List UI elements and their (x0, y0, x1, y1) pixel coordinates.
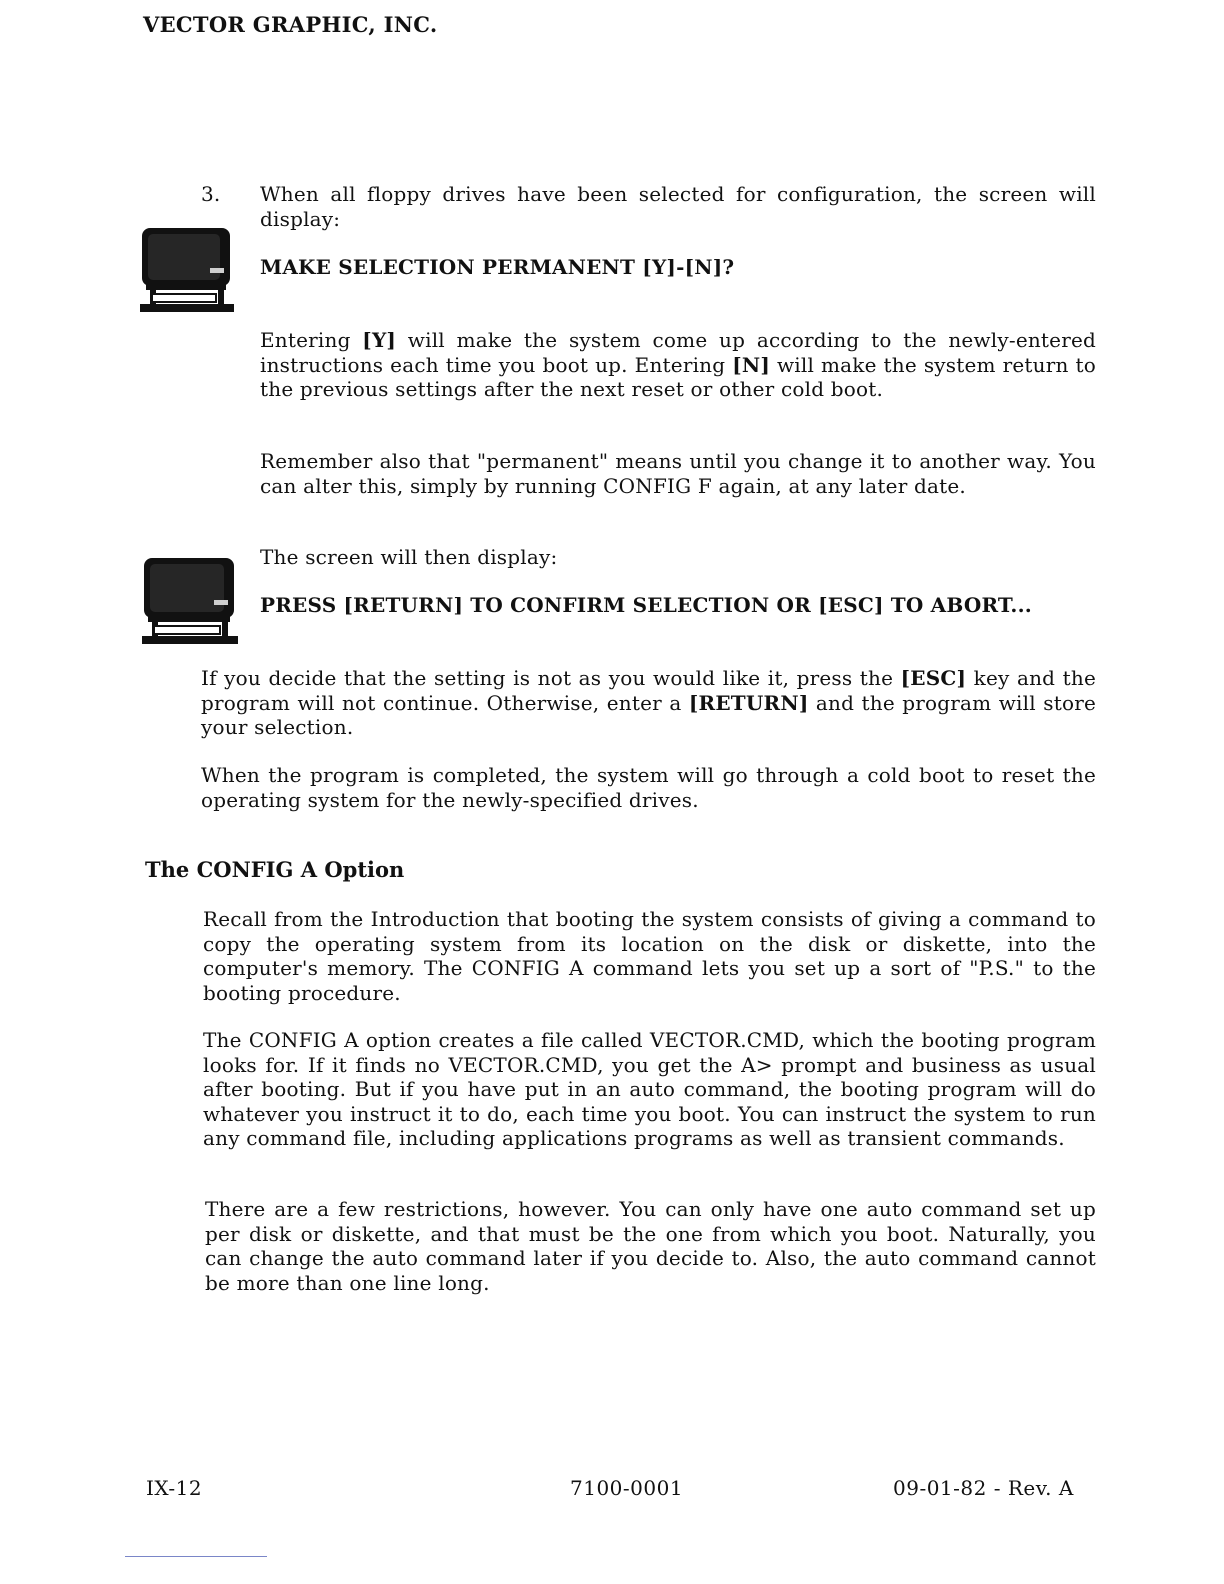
paragraph-restrictions: There are a few restrictions, however. You can only have one auto command set up per disk or diskette, and that must be the one from which you boot. Naturally, you can change the auto command later if you decide to. Also, the auto command cannot be more than one line long. (205, 1197, 1096, 1295)
footer-page-number: IX-12 (146, 1476, 203, 1500)
then-display-line: The screen will then display: (260, 545, 558, 569)
computer-terminal-icon (138, 224, 236, 316)
paragraph-config-a: The CONFIG A option creates a file called VECTOR.CMD, which the booting program looks for. If it finds no VECTOR.CMD, you get the A> prompt and business as usual after booting. But if you have put in an auto command, the booting program will do whatever you instruct it to do, each time you boot. You can instruct the system to run any command file, including applications programs as well as transient commands. (203, 1028, 1096, 1150)
screen-prompt-confirm: PRESS [RETURN] TO CONFIRM SELECTION OR [ESC] TO ABORT... (260, 593, 1032, 617)
step-number: 3. (201, 182, 221, 206)
paragraph-decide: If you decide that the setting is not as you would like it, press the [ESC] key and the program will not continue. Otherwise, enter a [RETURN] and the program will store your selection. (201, 666, 1096, 739)
paragraph-recall: Recall from the Introduction that booting the system consists of giving a command to copy the operating system from its location on the disk or diskette, into the computer's memory. The CONFIG A command lets you set up a sort of "P.S." to the booting procedure. (203, 907, 1096, 1005)
paragraph-remember: Remember also that "permanent" means until you change it to another way. You can alter this, simply by running CONFIG F again, at any later date. (260, 449, 1096, 498)
footer-doc-number: 7100-0001 (570, 1476, 684, 1500)
footer-revision: 09-01-82 - Rev. A (893, 1476, 1074, 1500)
computer-terminal-icon (140, 554, 240, 648)
screen-prompt-permanent: MAKE SELECTION PERMANENT [Y]-[N]? (260, 255, 735, 279)
running-header: VECTOR GRAPHIC, INC. (143, 12, 438, 37)
paragraph-entering: Entering [Y] will make the system come up according to the newly-entered instructions each time you boot up. Entering [N] will make the system return to the previous settings after the next reset or other cold boot. (260, 328, 1097, 401)
section-heading: The CONFIG A Option (145, 857, 405, 882)
step3-intro: When all floppy drives have been selected for configuration, the screen will display: (260, 182, 1096, 231)
bottom-rule (125, 1556, 267, 1557)
paragraph-completed: When the program is completed, the system will go through a cold boot to reset the operating system for the newly-specified drives. (201, 763, 1096, 812)
